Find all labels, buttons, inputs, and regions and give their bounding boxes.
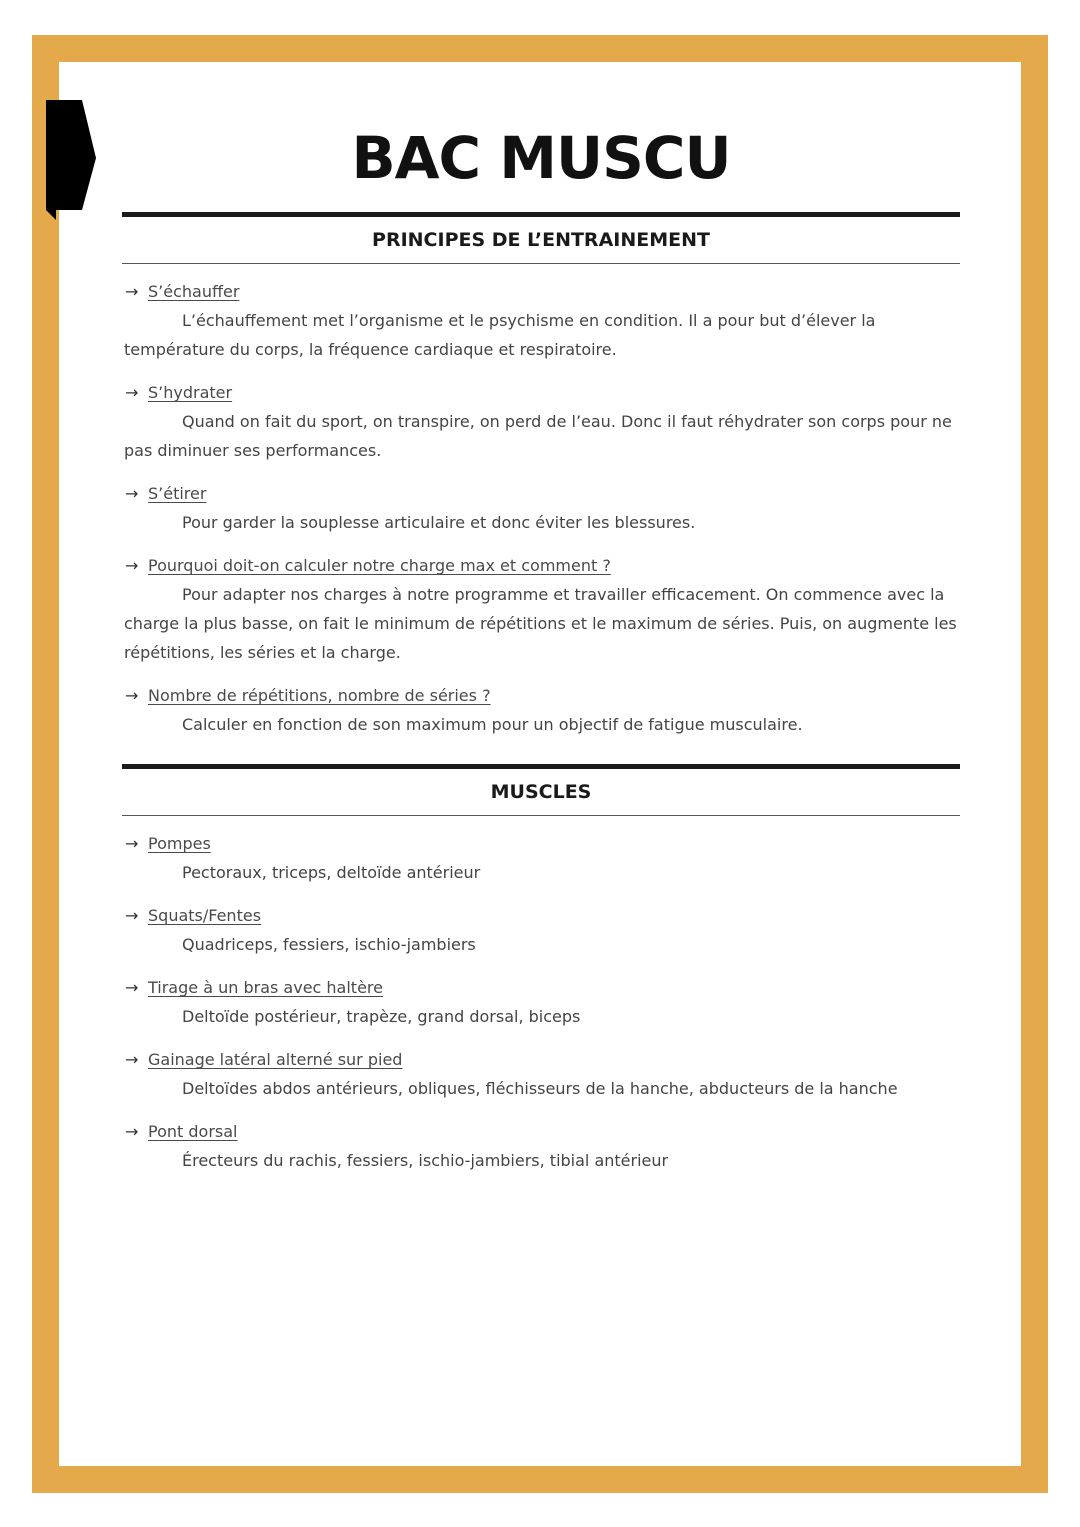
entry-label: Nombre de répétitions, nombre de séries ? [148,686,491,705]
section-principes [122,212,960,754]
arrow-right-icon: → [125,686,139,705]
list-item [122,974,960,1031]
arrow-right-icon: → [125,1050,139,1069]
entry-label: Pont dorsal [148,1122,238,1141]
section-heading: PRINCIPES DE L’ENTRAINEMENT [372,229,710,251]
entry-text: Quand on fait du sport, on transpire, on perd de l’eau. Donc il faut réhydrater son corps pour ne pas diminuer ses performances. [124,412,952,460]
list-item [122,552,960,667]
entry-text: Érecteurs du rachis, fessiers, ischio-jambiers, tibial antérieur [182,1151,669,1170]
entry-heading [122,1118,960,1146]
arrow-right-icon: → [125,906,139,925]
entry-text: Pour garder la souplesse articulaire et donc éviter les blessures. [182,513,696,532]
document-title: BAC MUSCU [351,124,731,192]
entry-heading [122,278,960,306]
arrow-right-icon: → [125,978,139,997]
entry-text: Pour adapter nos charges à notre programme et travailler efficacement. On commence avec la charge la plus basse, on fait le minimum de répétitions et le maximum de séries. Puis, on augmente les répétitions, les séries et la charge. [124,585,957,662]
section-rule-bottom [122,263,960,264]
list-item [122,1046,960,1103]
entry-heading [122,379,960,407]
entry-label: S’étirer [148,484,207,503]
entry-text: L’échauffement met l’organisme et le psychisme en condition. Il a pour but d’élever la température du corps, la fréquence cardiaque et respiratoire. [124,311,876,359]
entry-heading [122,480,960,508]
entry-heading [122,682,960,710]
entry-text: Pectoraux, triceps, deltoïde antérieur [182,863,481,882]
list-item [122,1118,960,1175]
entry-text: Calculer en fonction de son maximum pour un objectif de fatigue musculaire. [182,715,803,734]
entry-label: S’hydrater [148,383,233,402]
entry-heading [122,830,960,858]
entry-label: Pourquoi doit-on calculer notre charge max et comment ? [148,556,611,575]
arrow-right-icon: → [125,484,139,503]
list-item [122,830,960,887]
entry-label: S’échauffer [148,282,240,301]
section-muscles [122,764,960,1190]
arrow-right-icon: → [125,556,139,575]
section-heading: MUSCLES [490,781,592,803]
entry-list [122,830,960,1175]
list-item [122,278,960,364]
arrow-right-icon: → [125,1122,139,1141]
entry-label: Tirage à un bras avec haltère [148,978,383,997]
entry-text: Quadriceps, fessiers, ischio-jambiers [182,935,476,954]
list-item [122,682,960,739]
entry-text: Deltoïdes abdos antérieurs, obliques, fléchisseurs de la hanche, abducteurs de la hanche [182,1079,898,1098]
arrow-right-icon: → [125,383,139,402]
section-rule-bottom [122,815,960,816]
list-item [122,480,960,537]
arrow-right-icon: → [125,834,139,853]
entry-list [122,278,960,739]
entry-heading [122,974,960,1002]
tab-marker-icon [46,100,96,220]
entry-heading [122,1046,960,1074]
list-item [122,902,960,959]
entry-text: Deltoïde postérieur, trapèze, grand dorsal, biceps [182,1007,581,1026]
entry-label: Pompes [148,834,211,853]
entry-label: Gainage latéral alterné sur pied [148,1050,403,1069]
arrow-right-icon: → [125,282,139,301]
list-item [122,379,960,465]
entry-label: Squats/Fentes [148,906,262,925]
entry-heading [122,902,960,930]
entry-heading [122,552,960,580]
